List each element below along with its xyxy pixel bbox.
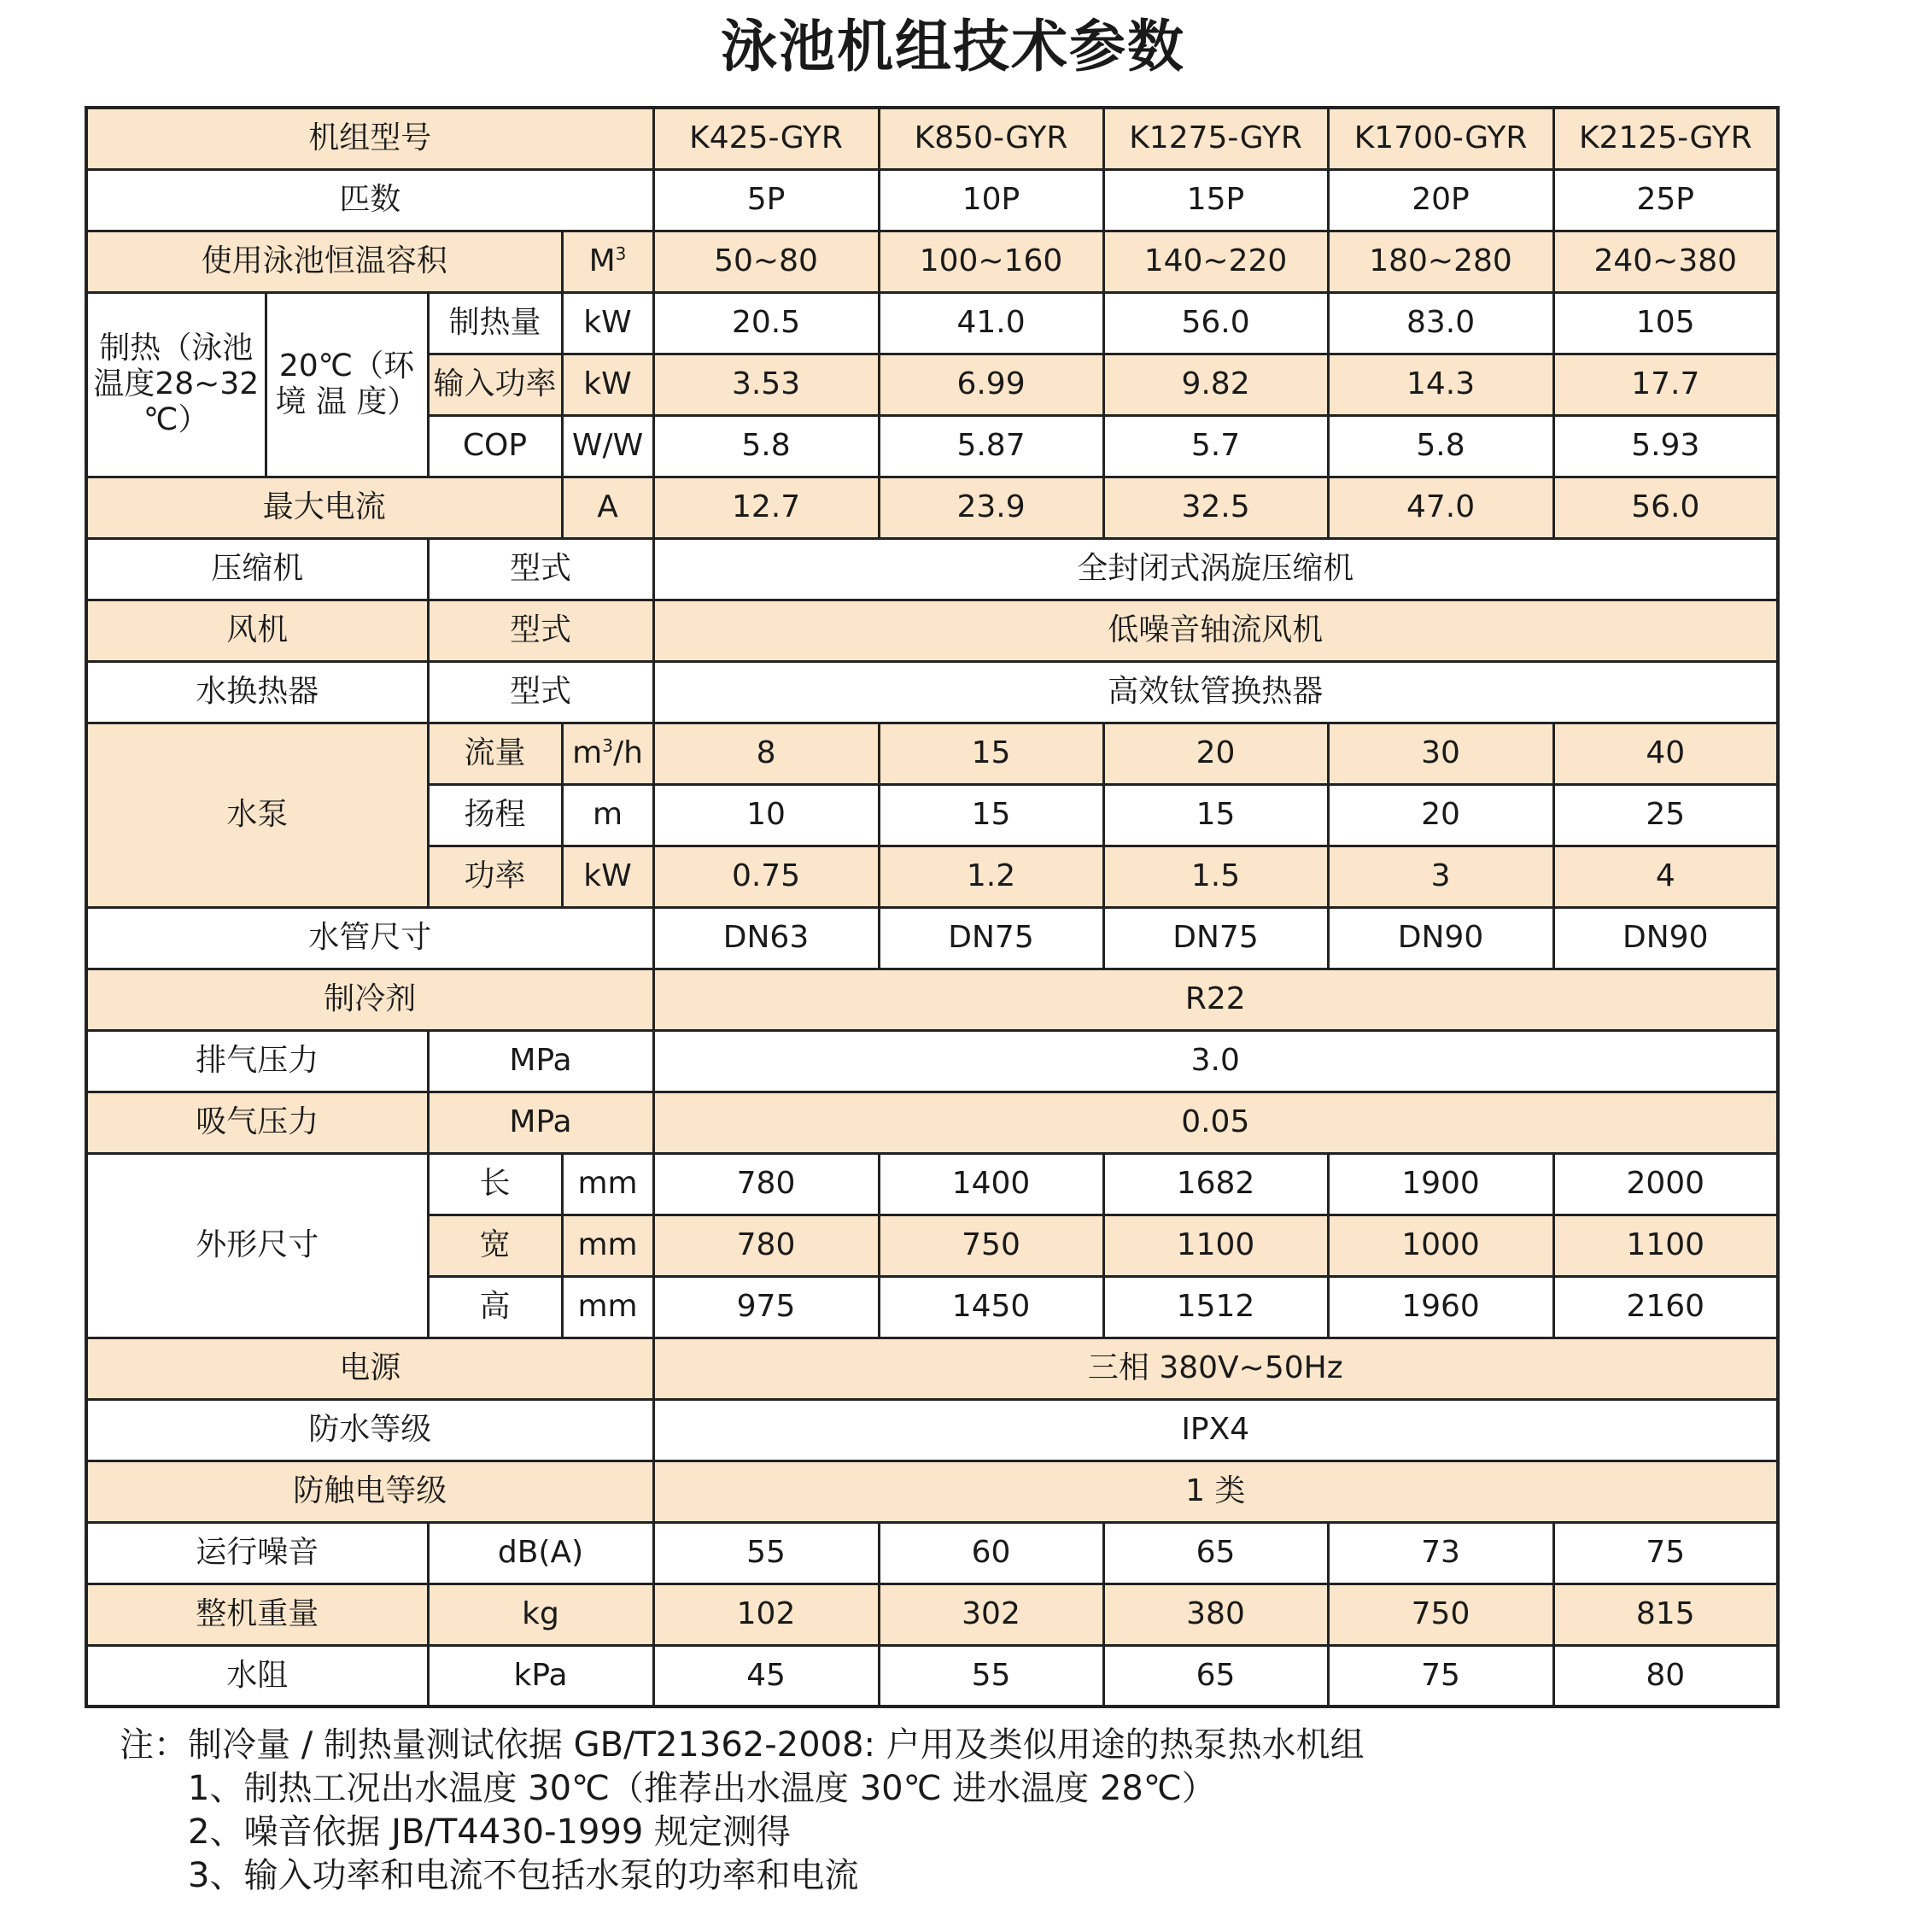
dimensions-label: 外形尺寸 xyxy=(86,1153,428,1338)
cell: 5.8 xyxy=(1328,415,1553,477)
shock-value: 1 类 xyxy=(653,1461,1778,1522)
cell: 65 xyxy=(1103,1645,1328,1707)
cell: 1.5 xyxy=(1103,846,1328,907)
refrigerant-value: R22 xyxy=(653,969,1778,1030)
max-current-label: 最大电流 xyxy=(86,477,562,538)
cell: 30 xyxy=(1328,723,1553,784)
model-header: K1275-GYR xyxy=(1103,108,1328,169)
length-label: 长 xyxy=(428,1153,562,1215)
input-power-label: 输入功率 xyxy=(428,354,562,415)
note-item: 1、制热工况出水温度 30℃（推荐出水温度 30℃ 进水温度 28℃） xyxy=(188,1769,1216,1808)
cell: 750 xyxy=(879,1215,1103,1276)
weight-unit: kg xyxy=(428,1584,653,1645)
discharge-label: 排气压力 xyxy=(86,1030,428,1092)
cell: 20 xyxy=(1103,723,1328,784)
cell: 5.87 xyxy=(879,415,1103,477)
cell: 15P xyxy=(1103,169,1328,231)
cell: 80 xyxy=(1553,1645,1778,1707)
cell: 975 xyxy=(653,1276,879,1338)
cell: 3.53 xyxy=(653,354,879,415)
cell: 14.3 xyxy=(1328,354,1553,415)
cell: 40 xyxy=(1553,723,1778,784)
cell: 65 xyxy=(1103,1522,1328,1584)
cell: 56.0 xyxy=(1553,477,1778,538)
cell: 180~280 xyxy=(1328,231,1553,292)
volume-unit: $M^3$ xyxy=(562,231,653,292)
cell: 100~160 xyxy=(879,231,1103,292)
water-resistance-label: 水阻 xyxy=(86,1645,428,1707)
exchanger-sub: 型式 xyxy=(428,661,653,723)
power-supply-value: 三相 380V~50Hz xyxy=(653,1338,1778,1399)
note-item: 2、噪音依据 JB/T4430-1999 规定测得 xyxy=(188,1812,792,1852)
heating-group-label: 制热（泳池温度28~32 ℃） xyxy=(86,292,266,477)
fan-value: 低噪音轴流风机 xyxy=(653,600,1778,661)
cell: 1960 xyxy=(1328,1276,1553,1338)
cop-unit: W/W xyxy=(562,415,653,477)
note-main: 注：制冷量 / 制热量测试依据 GB/T21362-2008: 户用及类似用途的热泵热水机组 xyxy=(120,1725,1365,1765)
cell: DN75 xyxy=(1103,907,1328,969)
fan-sub: 型式 xyxy=(428,600,653,661)
table-row-exchanger xyxy=(86,661,1778,723)
refrigerant-label: 制冷剂 xyxy=(86,969,653,1030)
cell: 380 xyxy=(1103,1584,1328,1645)
cell: 12.7 xyxy=(653,477,879,538)
cell: 56.0 xyxy=(1103,292,1328,354)
cell: 1512 xyxy=(1103,1276,1328,1338)
cell: 1900 xyxy=(1328,1153,1553,1215)
max-current-unit: A xyxy=(562,477,653,538)
cell: 780 xyxy=(653,1153,879,1215)
table-row-pump-flow xyxy=(86,723,1778,784)
input-power-unit: kW xyxy=(562,354,653,415)
capacity-unit: kW xyxy=(562,292,653,354)
cell: 15 xyxy=(879,784,1103,846)
cell: 47.0 xyxy=(1328,477,1553,538)
table-row-discharge xyxy=(86,1030,1778,1092)
cell: DN90 xyxy=(1328,907,1553,969)
cell: 23.9 xyxy=(879,477,1103,538)
cell: 17.7 xyxy=(1553,354,1778,415)
table-row-compressor xyxy=(86,538,1778,600)
cell: 83.0 xyxy=(1328,292,1553,354)
cell: 2000 xyxy=(1553,1153,1778,1215)
cell: 5.7 xyxy=(1103,415,1328,477)
note-item: 3、输入功率和电流不包括水泵的功率和电流 xyxy=(188,1856,859,1895)
shock-label: 防触电等级 xyxy=(86,1461,653,1522)
suction-unit: MPa xyxy=(428,1092,653,1153)
model-header: K2125-GYR xyxy=(1553,108,1778,169)
table-row-hp xyxy=(86,169,1778,231)
table-row-weight xyxy=(86,1584,1778,1645)
cell: 20 xyxy=(1328,784,1553,846)
pipe-label: 水管尺寸 xyxy=(86,907,653,969)
noise-label: 运行噪音 xyxy=(86,1522,428,1584)
table-row-power-supply xyxy=(86,1338,1778,1399)
table-row-waterproof xyxy=(86,1399,1778,1461)
cell: 15 xyxy=(1103,784,1328,846)
cell: 32.5 xyxy=(1103,477,1328,538)
cell: 6.99 xyxy=(879,354,1103,415)
cell: 240~380 xyxy=(1553,231,1778,292)
cell: 105 xyxy=(1553,292,1778,354)
cell: 73 xyxy=(1328,1522,1553,1584)
cell: 1100 xyxy=(1103,1215,1328,1276)
table-row-shock xyxy=(86,1461,1778,1522)
cell: 55 xyxy=(879,1645,1103,1707)
table-row-model xyxy=(86,108,1778,169)
compressor-value: 全封闭式涡旋压缩机 xyxy=(653,538,1778,600)
cell: 1000 xyxy=(1328,1215,1553,1276)
suction-label: 吸气压力 xyxy=(86,1092,428,1153)
exchanger-label: 水换热器 xyxy=(86,661,428,723)
model-header: K1700-GYR xyxy=(1328,108,1553,169)
page-title: 泳池机组技术参数 xyxy=(721,14,1185,79)
waterproof-label: 防水等级 xyxy=(86,1399,653,1461)
heating-condition-label: 20℃（环 境 温 度） xyxy=(266,292,428,477)
table-row-refrigerant xyxy=(86,969,1778,1030)
cell: 5P xyxy=(653,169,879,231)
pump-power-unit: kW xyxy=(562,846,653,907)
cell: 55 xyxy=(653,1522,879,1584)
head-unit: m xyxy=(562,784,653,846)
power-supply-label: 电源 xyxy=(86,1338,653,1399)
water-resistance-unit: kPa xyxy=(428,1645,653,1707)
capacity-label: 制热量 xyxy=(428,292,562,354)
notes xyxy=(120,1724,1827,1898)
pump-label: 水泵 xyxy=(86,723,428,907)
cell: 102 xyxy=(653,1584,879,1645)
cell: 45 xyxy=(653,1645,879,1707)
cell: 1100 xyxy=(1553,1215,1778,1276)
cell: DN75 xyxy=(879,907,1103,969)
cell: 75 xyxy=(1553,1522,1778,1584)
fan-label: 风机 xyxy=(86,600,428,661)
discharge-value: 3.0 xyxy=(653,1030,1778,1092)
head-label: 扬程 xyxy=(428,784,562,846)
cell: 9.82 xyxy=(1103,354,1328,415)
cell: 1682 xyxy=(1103,1153,1328,1215)
height-unit: mm xyxy=(562,1276,653,1338)
waterproof-value: IPX4 xyxy=(653,1399,1778,1461)
cell: 15 xyxy=(879,723,1103,784)
model-header: K850-GYR xyxy=(879,108,1103,169)
cell: 20P xyxy=(1328,169,1553,231)
table-row-noise xyxy=(86,1522,1778,1584)
cell: 75 xyxy=(1328,1645,1553,1707)
flow-label: 流量 xyxy=(428,723,562,784)
cell: 41.0 xyxy=(879,292,1103,354)
cell: 815 xyxy=(1553,1584,1778,1645)
cell: 1450 xyxy=(879,1276,1103,1338)
cell: 3 xyxy=(1328,846,1553,907)
cell: 140~220 xyxy=(1103,231,1328,292)
compressor-sub: 型式 xyxy=(428,538,653,600)
cell: 4 xyxy=(1553,846,1778,907)
table-row-suction xyxy=(86,1092,1778,1153)
exchanger-value: 高效钛管换热器 xyxy=(653,661,1778,723)
cell: DN63 xyxy=(653,907,879,969)
width-label: 宽 xyxy=(428,1215,562,1276)
model-label: 机组型号 xyxy=(86,108,653,169)
cop-label: COP xyxy=(428,415,562,477)
table-row-pipe xyxy=(86,907,1778,969)
table-row-length xyxy=(86,1153,1778,1215)
cell: 1400 xyxy=(879,1153,1103,1215)
cell: 10 xyxy=(653,784,879,846)
cell: 750 xyxy=(1328,1584,1553,1645)
cell: 10P xyxy=(879,169,1103,231)
compressor-label: 压缩机 xyxy=(86,538,428,600)
suction-value: 0.05 xyxy=(653,1092,1778,1153)
cell: 60 xyxy=(879,1522,1103,1584)
weight-label: 整机重量 xyxy=(86,1584,428,1645)
pump-power-label: 功率 xyxy=(428,846,562,907)
width-unit: mm xyxy=(562,1215,653,1276)
cell: 25 xyxy=(1553,784,1778,846)
cell: 780 xyxy=(653,1215,879,1276)
noise-unit: dB(A) xyxy=(428,1522,653,1584)
cell: DN90 xyxy=(1553,907,1778,969)
cell: 5.8 xyxy=(653,415,879,477)
volume-label: 使用泳池恒温容积 xyxy=(86,231,562,292)
cell: 8 xyxy=(653,723,879,784)
table-row-volume xyxy=(86,231,1778,292)
spec-table xyxy=(85,106,1780,1708)
cell: 1.2 xyxy=(879,846,1103,907)
cell: 5.93 xyxy=(1553,415,1778,477)
length-unit: mm xyxy=(562,1153,653,1215)
cell: 50~80 xyxy=(653,231,879,292)
cell: 0.75 xyxy=(653,846,879,907)
height-label: 高 xyxy=(428,1276,562,1338)
table-row-fan xyxy=(86,600,1778,661)
discharge-unit: MPa xyxy=(428,1030,653,1092)
cell: 2160 xyxy=(1553,1276,1778,1338)
table-row-water-resistance xyxy=(86,1645,1778,1707)
hp-label: 匹数 xyxy=(86,169,653,231)
table-row-heating-capacity xyxy=(86,292,1778,354)
cell: 302 xyxy=(879,1584,1103,1645)
cell: 20.5 xyxy=(653,292,879,354)
cell: 25P xyxy=(1553,169,1778,231)
table-row-max-current xyxy=(86,477,1778,538)
flow-unit: $m^3/h$ xyxy=(562,723,653,784)
model-header: K425-GYR xyxy=(653,108,879,169)
